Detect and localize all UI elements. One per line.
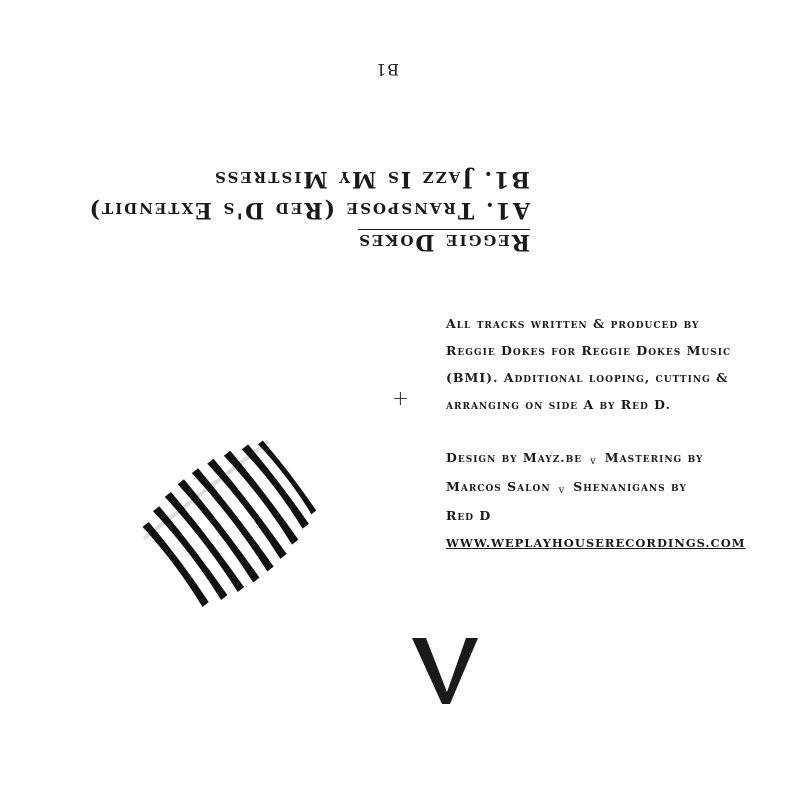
- plus-mark: +: [392, 386, 409, 410]
- credits-line-3: (BMI). Additional looping, cutting &: [446, 370, 729, 385]
- upside-down-tracklist: [0, 0, 800, 300]
- red-d-credit: Red D: [446, 508, 492, 523]
- side-label: B1: [375, 60, 399, 79]
- credits-line-2: Reggie Dokes for Reggie Dokes Music: [446, 343, 732, 358]
- credits-line-4: arranging on side A by Red D.: [446, 397, 671, 412]
- track-b1: B1. Jazz Is My Mistress: [213, 166, 530, 192]
- mastering-credit: Mastering by: [604, 450, 704, 465]
- brush-stroke-square-logo-icon: [140, 432, 320, 612]
- website-link[interactable]: WWW.WEPLAYHOUSERECORDINGS.COM: [446, 536, 746, 550]
- separator-mark: v: [590, 456, 597, 467]
- credits-block: [446, 310, 786, 557]
- marcos-credit: Marcos Salon: [446, 479, 551, 494]
- artist-name-text: Reggie Dokes: [357, 229, 530, 255]
- v-emblem-icon: [410, 630, 480, 710]
- design-credit: Design by Mayz.be: [446, 450, 583, 465]
- separator-mark: v: [558, 485, 566, 496]
- shenanigans-credit: Shenanigans by: [573, 479, 687, 494]
- credits-marcos-line: [446, 473, 786, 502]
- credits-design-line: [446, 444, 786, 473]
- track-a1: A1. Transpose (Red D's Extendit): [87, 197, 530, 223]
- artist-name: [358, 229, 530, 254]
- credits-line-1: All tracks written & produced by: [446, 316, 700, 331]
